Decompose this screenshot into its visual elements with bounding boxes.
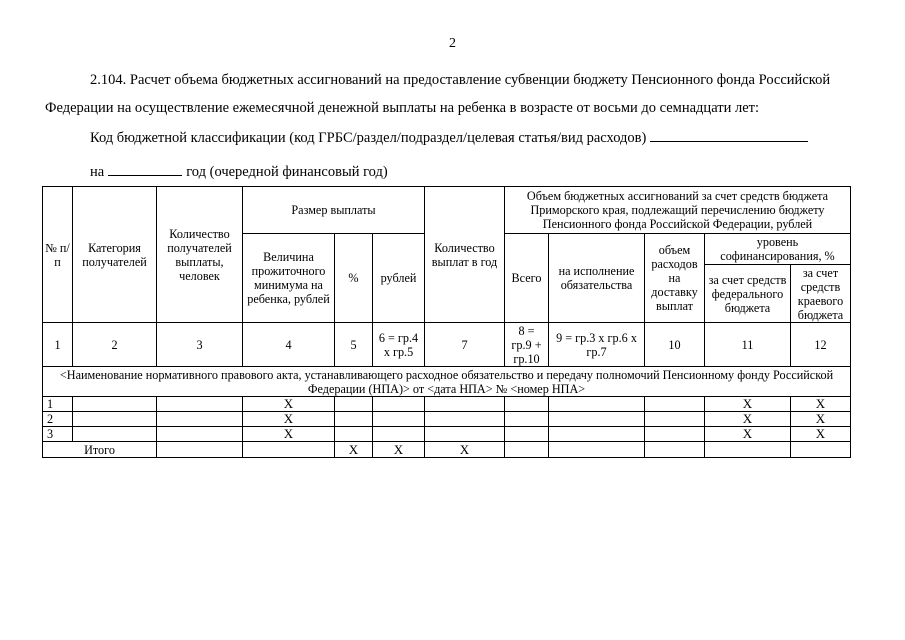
row-num: 1: [43, 397, 73, 412]
table-row: [43, 427, 851, 442]
header-percent: %: [335, 234, 373, 323]
header-category: Категория получателей: [73, 187, 157, 323]
kbk-line: [90, 127, 808, 147]
year-prefix: на: [90, 164, 105, 180]
column-number: 8 = гр.9 + гр.10: [505, 323, 549, 367]
column-number: 4: [243, 323, 335, 367]
paragraph-line-2: Федерации на осуществление ежемесячной денежной выплаты на ребенка в возрасте от восьми до семнадцати лет:: [45, 100, 760, 116]
header-obligations: на исполнение обязательства: [549, 234, 645, 323]
total-label: Итого: [43, 442, 157, 458]
row-regional: Х: [791, 412, 851, 427]
row-num: 3: [43, 427, 73, 442]
budget-table: [42, 186, 851, 458]
header-num: № п/п: [43, 187, 73, 323]
paragraph-line-1: 2.104. Расчет объема бюджетных ассигнований на предоставление субвенции бюджету Пенсионного фонда Российской: [90, 72, 831, 88]
header-rubles: рублей: [373, 234, 425, 323]
column-number: 9 = гр.3 х гр.6 х гр.7: [549, 323, 645, 367]
row-subsistence: Х: [243, 412, 335, 427]
column-number: 11: [705, 323, 791, 367]
header-regional: за счет средств краевого бюджета: [791, 265, 851, 323]
kbk-blank-field: [650, 127, 808, 142]
page-number: 2: [449, 36, 456, 51]
row-subsistence: Х: [243, 427, 335, 442]
row-federal: Х: [705, 397, 791, 412]
total-rubles: Х: [373, 442, 425, 458]
row-regional: Х: [791, 397, 851, 412]
year-suffix: год (очередной финансовый год): [186, 164, 388, 180]
column-number: 1: [43, 323, 73, 367]
kbk-label: Код бюджетной классификации (код ГРБС/раздел/подраздел/целевая статья/вид расходов): [90, 130, 647, 146]
year-blank-field: [108, 161, 182, 176]
column-number: 2: [73, 323, 157, 367]
column-number: 6 = гр.4 х гр.5: [373, 323, 425, 367]
row-federal: Х: [705, 427, 791, 442]
header-payment-size: Размер выплаты: [243, 187, 425, 234]
header-total: Всего: [505, 234, 549, 323]
table-row: [43, 397, 851, 412]
column-number: 10: [645, 323, 705, 367]
npa-row: <Наименование нормативного правового акта, устанавливающего расходное обязательство и передачу полномочий Пенсионному фонду Российской Федерации (НПА)> от <дата НПА> № <номер НПА>: [43, 367, 851, 397]
header-subsistence: Величина прожиточного минимума на ребенка, рублей: [243, 234, 335, 323]
header-payments-per-year: Количество выплат в год: [425, 187, 505, 323]
row-regional: Х: [791, 427, 851, 442]
header-cofinancing: уровень софинансирования, %: [705, 234, 851, 265]
column-number: 5: [335, 323, 373, 367]
column-number: 3: [157, 323, 243, 367]
row-num: 2: [43, 412, 73, 427]
header-federal: за счет средств федерального бюджета: [705, 265, 791, 323]
column-number: 12: [791, 323, 851, 367]
header-delivery: объем расходов на доставку выплат: [645, 234, 705, 323]
total-percent: Х: [335, 442, 373, 458]
year-line: [90, 161, 388, 181]
total-payments: Х: [425, 442, 505, 458]
row-subsistence: Х: [243, 397, 335, 412]
header-recipients: Количество получателей выплаты, человек: [157, 187, 243, 323]
header-budget-group: Объем бюджетных ассигнований за счет средств бюджета Приморского края, подлежащий перечислению бюджету Пенсионного фонда Российской Федерации, рублей: [505, 187, 851, 234]
row-federal: Х: [705, 412, 791, 427]
column-number: 7: [425, 323, 505, 367]
table-row: [43, 412, 851, 427]
total-row: [43, 442, 851, 458]
